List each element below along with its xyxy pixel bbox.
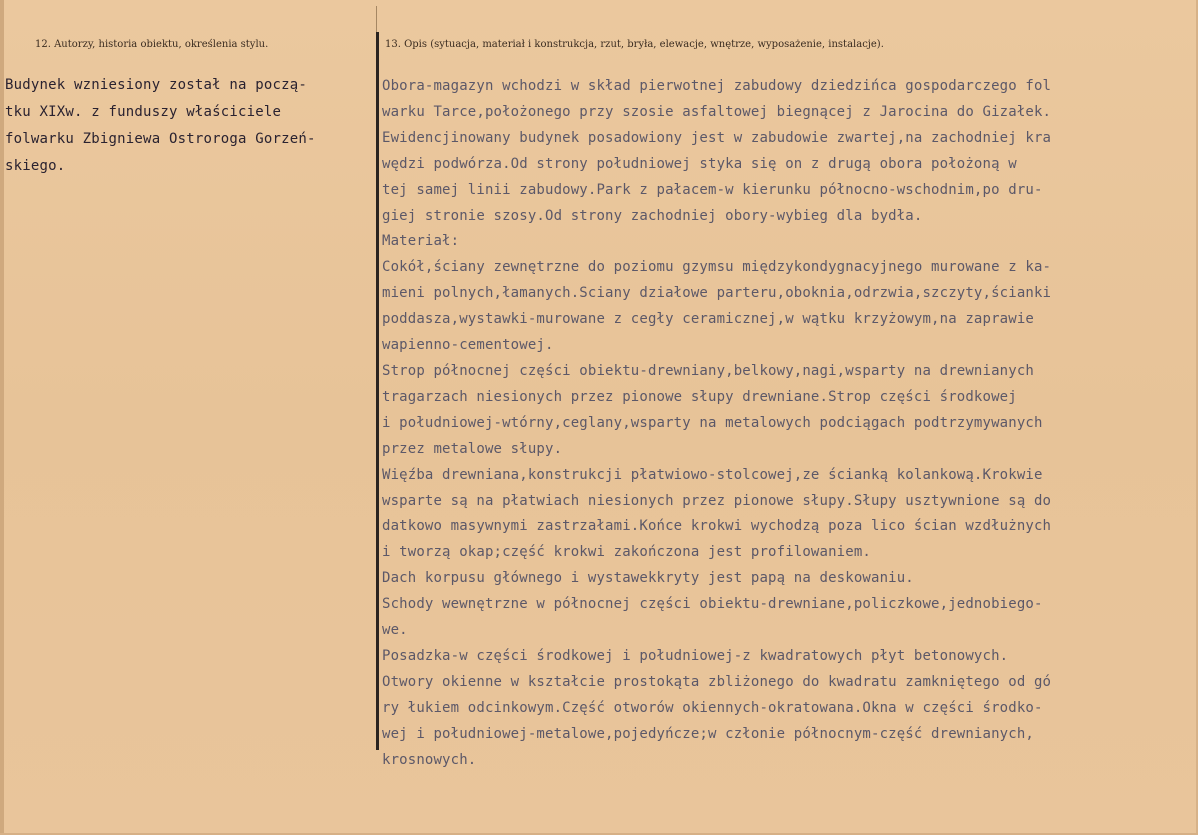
text-line: i południowej-wtórny,ceglany,wsparty na metalowych podciągach podtrzymywanych [382,414,1043,431]
text-line: Więźba drewniana,konstrukcji płatwiowo-stolcowej,ze ścianką kolankową.Krokwie [382,466,1043,483]
text-line: warku Tarce,położonego przy szosie asfaltowej biegnącej z Jarocina do Gizałek. [382,103,1052,120]
text-line: wej i południowej-metalowe,pojedyńcze;w członie północnym-część drewnianych, [382,725,1034,742]
text-line: mieni polnych,łamanych.Sciany działowe parteru,obokniа,odrzwia,szczyty,ścianki [382,285,1052,302]
column-divider [376,32,379,750]
text-line: tragarzach niesionych przez pionowe słupy drewniane.Strop części środkowej [382,388,1017,405]
column-divider-top [376,6,377,32]
text-line: giej stronie szosy.Od strony zachodniej obory-wybieg dla bydła. [382,207,923,224]
text-line: we. [382,622,408,639]
text-line: Schody wewnętrzne w północnej części obiektu-drewniane,policzkowe,jednobiego- [382,596,1043,613]
text-line: Budynek wzniesiony został na począ- [5,77,308,93]
text-line: ry łukiem odcinkowym.Część otworów okiennych-okratowana.Okna w części środko- [382,699,1043,716]
text-line: skiego. [5,158,66,174]
section-12-body [5,72,371,180]
text-line: folwarku Zbigniewa Ostroroga Gorzeń- [5,131,316,147]
text-line: Strop północnej części obiektu-drewniany,belkowy,nagi,wsparty na drewnianych [382,362,1034,379]
text-line: przez metalowe słupy. [382,440,563,457]
text-line: Obora-magazyn wchodzi w skład pierwotnej zabudowy dziedzińca gospodarczego fol [382,78,1052,94]
text-line: Dach korpusu głównego i wystawekkryty jest papą na deskowaniu. [382,570,914,587]
section-12-header: 12. Autorzy, historia obiektu, określenia stylu. [35,39,269,50]
text-line: krosnowych. [382,751,477,768]
text-line: poddasza,wystawki-murowane z cegły ceramicznej,w wątku krzyżowym,na zaprawie [382,311,1034,328]
text-line: Posadzka-w części środkowej i południowej-z kwadratowych płyt betonowych. [382,647,1009,664]
sheet-left-edge [0,0,4,835]
text-line: Ewidencjinowany budynek posadowiony jest w zabudowie zwartej,na zachodniej kra [382,129,1052,146]
text-line: Materiał: [382,233,460,250]
section-13-body [382,74,1172,773]
text-line: wsparte są na płatwiach niesionych przez pionowe słupy.Słupy usztywnione są do [382,492,1052,509]
text-line: datkowo masywnymi zastrzałami.Końce krokwi wychodzą poza lico ścian wzdłużnych [382,518,1052,535]
section-13-header: 13. Opis (sytuacja, materiał i konstrukcja, rzut, bryła, elewacje, wnętrze, wyposażenie, instalacje). [385,39,884,50]
text-line: tej samej linii zabudowy.Park z pałacem-w kierunku północno-wschodnim,po dru- [382,181,1043,198]
text-line: Otwory okienne w kształcie prostokąta zbliżonego do kwadratu zamkniętego od gó [382,673,1052,690]
text-line: wędzi podwórza.Od strony południowej styka się on z drugą obora położoną w [382,155,1017,172]
text-line: Cokół,ściany zewnętrzne do poziomu gzymsu międzykondygnacyjnego murowane z ka- [382,259,1052,276]
text-line: i tworzą okap;część krokwi zakończona jest profilowaniem. [382,544,871,561]
text-line: wapienno-cementowej. [382,337,554,354]
text-line: tku XIXw. z funduszy właściciele [5,104,282,120]
